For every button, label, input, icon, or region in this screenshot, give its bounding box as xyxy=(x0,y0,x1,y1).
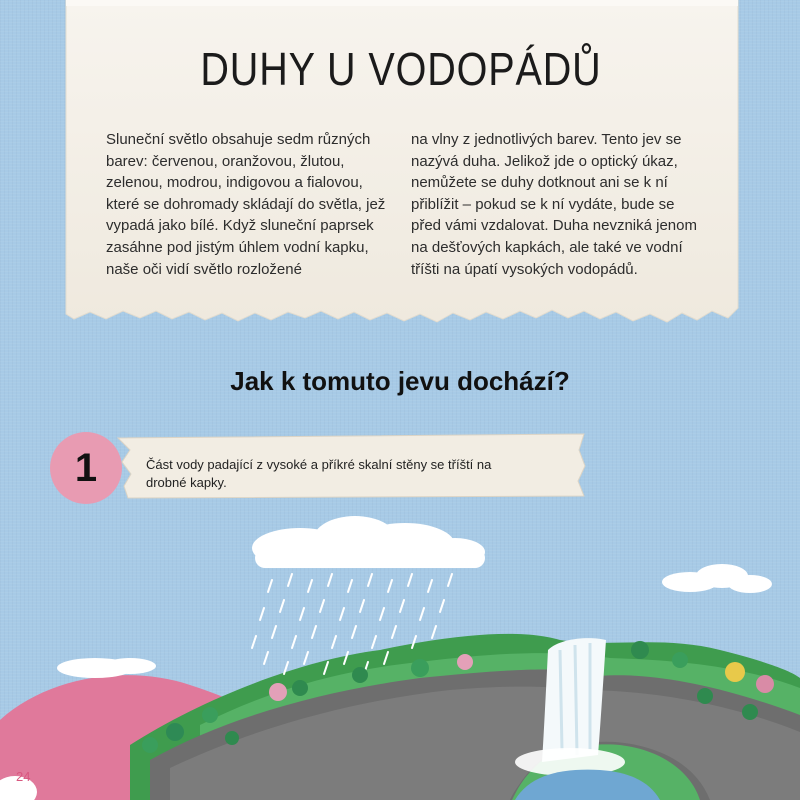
intro-paragraph-right: na vlny z jednotlivých barev. Tento jev se nazývá duha. Jelikož jde o optický úkaz, nemůžete se duhy dotknout ani se k ní přiblížit – pokud se k ní vydáte, bude se před vámi vzdalovat. Duha nevzniká jenom na dešťových kapkách, ale také ve vodní tříšti na úpatí vysokých vodopádů. xyxy=(411,131,697,278)
step-number-badge xyxy=(50,432,122,504)
small-cloud-right xyxy=(662,564,772,593)
section-heading: Jak k tomuto jevu dochází? xyxy=(230,366,570,396)
page-title: DUHY U VODOPÁDŮ xyxy=(200,43,602,95)
step-number: 1 xyxy=(74,445,98,490)
rain-cloud xyxy=(252,516,485,568)
small-cloud-left xyxy=(57,658,156,678)
waterfall-illustration xyxy=(0,500,800,800)
intro-paragraph-left: Sluneční světlo obsahuje sedm různých barev: červenou, oranžovou, žlutou, zelenou, modrou, indigovou a fialovou, které se dohromady skládají do světla, jež vypadá jako bílé. Když sluneční paprsek zasáhne pod jistým úhlem vodní kapku, naše oči vidí světlo rozložené xyxy=(106,131,386,278)
step-description: Část vody padající z vysoké a příkré skalní stěny se tříští na drobné kapky. xyxy=(146,457,492,490)
page-number: 24 xyxy=(16,769,31,784)
